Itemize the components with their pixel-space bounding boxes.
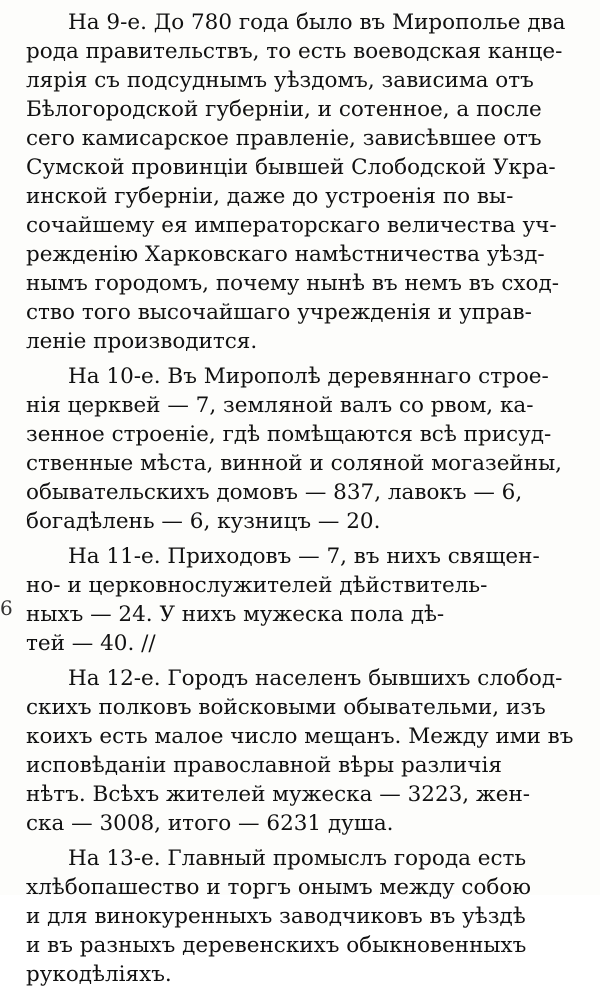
text-line: богадѣлень — 6, кузницъ — 20.: [26, 509, 381, 534]
text-line: сего камисарское правленіе, зависѣвшее отъ: [26, 126, 542, 151]
paragraph-12: [26, 664, 582, 838]
text-line: На 9-е. До 780 года было въ Мирополье два: [68, 10, 566, 35]
text-line: На 11-е. Приходовъ — 7, въ нихъ священ-: [68, 544, 540, 569]
margin-page-mark: 6: [0, 596, 13, 620]
document-text: [26, 8, 582, 995]
text-line: Сумской провинціи бывшей Слободской Укра-: [26, 155, 556, 180]
text-line: коихъ есть малое число мещанъ. Между ими въ: [26, 724, 574, 749]
text-line: ственные мѣста, винной и соляной могазейны,: [26, 451, 563, 476]
text-line: ныхъ — 24. У нихъ мужеска пола дѣ-: [26, 602, 445, 627]
text-line: нія церквей — 7, земляной валъ со рвом, ка-: [26, 393, 534, 418]
text-line: Бѣлогородской губерніи, и сотенное, а после: [26, 97, 542, 122]
text-line: рода правительствъ, то есть воеводская канце-: [26, 39, 563, 64]
text-line: рукодѣліяхъ.: [26, 962, 172, 987]
text-line: На 10-е. Въ Мирополѣ деревяннаго строе-: [68, 364, 549, 389]
paragraph-10: [26, 362, 582, 536]
text-line: лярія съ подсуднымъ уѣздомъ, зависима отъ: [26, 68, 534, 93]
text-line: леніе производится.: [26, 329, 258, 354]
text-line: скихъ полковъ войсковыми обывательми, изъ: [26, 695, 546, 720]
text-line: исповѣданіи православной вѣры различія: [26, 753, 502, 778]
text-line: На 13-е. Главный промыслъ города есть: [68, 846, 527, 871]
text-line: инской губерніи, даже до устроенія по вы-: [26, 184, 514, 209]
text-line: обывательскихъ домовъ — 837, лавокъ — 6,: [26, 480, 523, 505]
paragraph-13: [26, 844, 582, 989]
text-line: На 12-е. Городъ населенъ бывшихъ слобод-: [68, 666, 563, 691]
text-line: но- и церковнослужителей дѣйствитель-: [26, 573, 488, 598]
text-line: и для винокуренныхъ заводчиковъ въ уѣздѣ: [26, 904, 526, 929]
paragraph-9: [26, 8, 582, 356]
text-line: хлѣбопашество и торгъ онымъ между собою: [26, 875, 532, 900]
text-line: сочайшему ея императорскаго величества уч-: [26, 213, 557, 238]
text-line: зенное строеніе, гдѣ помѣщаются всѣ присуд-: [26, 422, 552, 447]
text-line: ска — 3008, итого — 6231 душа.: [26, 811, 394, 836]
text-line: режденію Харковскаго намѣстничества уѣзд-: [26, 242, 545, 267]
text-line: и въ разныхъ деревенскихъ обыкновенныхъ: [26, 933, 527, 958]
text-line: нымъ городомъ, почему нынѣ въ немъ въ сход-: [26, 271, 559, 296]
text-line: тей — 40. //: [26, 631, 156, 656]
text-line: нѣтъ. Всѣхъ жителей мужеска — 3223, жен-: [26, 782, 531, 807]
paragraph-11: [26, 542, 582, 658]
text-line: ство того высочайшаго учрежденія и управ-: [26, 300, 532, 325]
